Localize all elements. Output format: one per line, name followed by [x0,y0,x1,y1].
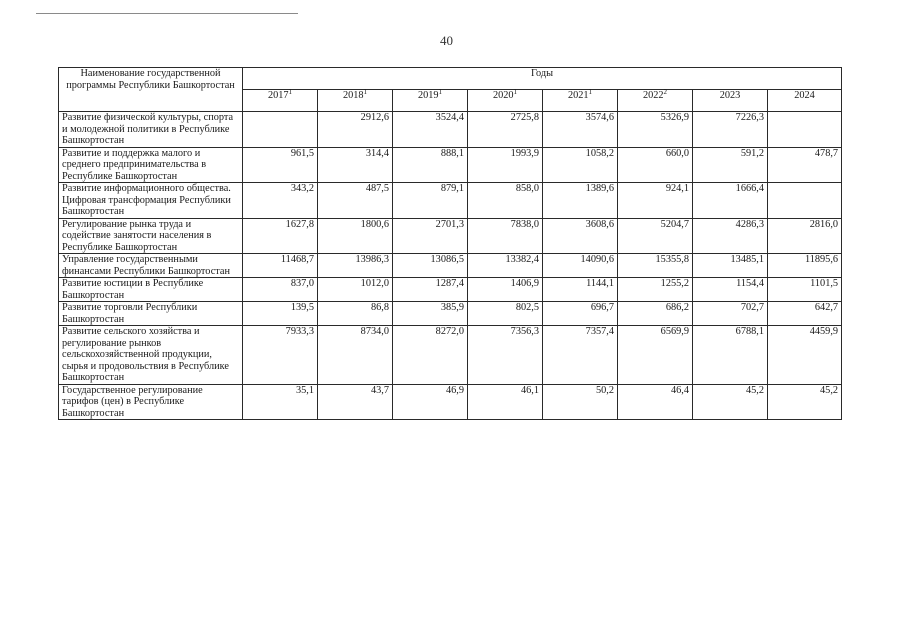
value-cell: 1993,9 [468,147,543,183]
value-cell: 7226,3 [693,112,768,148]
header-rule [36,13,298,14]
table-row [59,326,842,385]
value-cell: 487,5 [318,183,393,219]
program-name-cell: Развитие и поддержка малого и среднего предпринимательства в Республике Башкортостан [59,147,243,183]
table-body [59,112,842,420]
value-cell: 642,7 [768,302,842,326]
value-cell: 5204,7 [618,218,693,254]
year-header-6 [693,90,768,112]
value-cell: 15355,8 [618,254,693,278]
value-cell: 46,4 [618,384,693,420]
year-header-5 [618,90,693,112]
footnote-marker: 2 [663,88,668,96]
value-cell: 1154,4 [693,278,768,302]
year-label: 2024 [794,90,815,101]
value-cell: 86,8 [318,302,393,326]
value-cell: 1255,2 [618,278,693,302]
table-row [59,254,842,278]
table-header-row [59,68,842,90]
year-label: 2020 [492,90,514,101]
value-cell: 5326,9 [618,112,693,148]
value-cell: 686,2 [618,302,693,326]
value-cell: 11895,6 [768,254,842,278]
value-cell: 7933,3 [243,326,318,385]
value-cell: 45,2 [693,384,768,420]
value-cell: 478,7 [768,147,842,183]
value-cell: 2912,6 [318,112,393,148]
year-header-0 [243,90,318,112]
value-cell: 50,2 [543,384,618,420]
value-cell: 3524,4 [393,112,468,148]
value-cell [243,112,318,148]
program-name-cell: Развитие сельского хозяйства и регулирование рынков сельскохозяйственной продукции, сырья и продовольствия в Республике Башкортостан [59,326,243,385]
program-name-cell: Развитие юстиции в Республике Башкортостан [59,278,243,302]
value-cell: 924,1 [618,183,693,219]
footnote-marker: 1 [438,88,443,96]
program-name-cell: Развитие торговли Республики Башкортостан [59,302,243,326]
value-cell: 13485,1 [693,254,768,278]
value-cell: 11468,7 [243,254,318,278]
header-program-name: Наименование государственной программы Республики Башкортостан [59,68,243,112]
value-cell: 1406,9 [468,278,543,302]
program-name-cell: Государственное регулирование тарифов (цен) в Республике Башкортостан [59,384,243,420]
page-number: 40 [440,33,453,48]
value-cell: 1012,0 [318,278,393,302]
table-row [59,147,842,183]
value-cell: 1058,2 [543,147,618,183]
header-years: Годы [243,68,842,90]
value-cell: 660,0 [618,147,693,183]
year-header-7 [768,90,842,112]
value-cell: 879,1 [393,183,468,219]
footnote-marker: 1 [288,88,293,96]
value-cell: 4459,9 [768,326,842,385]
year-header-4 [543,90,618,112]
value-cell: 6788,1 [693,326,768,385]
value-cell: 1287,4 [393,278,468,302]
year-label: 2021 [567,90,589,101]
value-cell: 139,5 [243,302,318,326]
value-cell: 696,7 [543,302,618,326]
value-cell: 702,7 [693,302,768,326]
program-name-cell: Регулирование рынка труда и содействие занятости населения в Республике Башкортостан [59,218,243,254]
year-label: 2023 [719,90,741,101]
table-row [59,302,842,326]
value-cell: 6569,9 [618,326,693,385]
value-cell: 13986,3 [318,254,393,278]
value-cell: 4286,3 [693,218,768,254]
table-row [59,183,842,219]
value-cell [768,112,842,148]
value-cell: 2725,8 [468,112,543,148]
year-label: 2019 [417,90,439,101]
budget-table [58,67,842,420]
value-cell: 837,0 [243,278,318,302]
value-cell: 13382,4 [468,254,543,278]
value-cell: 591,2 [693,147,768,183]
value-cell: 314,4 [318,147,393,183]
value-cell: 1101,5 [768,278,842,302]
value-cell [768,183,842,219]
value-cell: 961,5 [243,147,318,183]
value-cell: 3574,6 [543,112,618,148]
value-cell: 802,5 [468,302,543,326]
table-row [59,278,842,302]
value-cell: 1666,4 [693,183,768,219]
value-cell: 858,0 [468,183,543,219]
value-cell: 13086,5 [393,254,468,278]
value-cell: 7838,0 [468,218,543,254]
table-row [59,112,842,148]
program-name-cell: Развитие информационного общества. Цифровая трансформация Республики Башкортостан [59,183,243,219]
year-label: 2022 [642,90,664,101]
table-row [59,384,842,420]
value-cell: 46,1 [468,384,543,420]
value-cell: 1389,6 [543,183,618,219]
value-cell: 45,2 [768,384,842,420]
value-cell: 2701,3 [393,218,468,254]
value-cell: 8272,0 [393,326,468,385]
table-row [59,218,842,254]
value-cell: 385,9 [393,302,468,326]
program-name-cell: Управление государственными финансами Республики Башкортостан [59,254,243,278]
program-name-cell: Развитие физической культуры, спорта и молодежной политики в Республике Башкортостан [59,112,243,148]
year-header-3 [468,90,543,112]
year-header-1 [318,90,393,112]
value-cell: 14090,6 [543,254,618,278]
footnote-marker: 1 [588,88,593,96]
value-cell: 46,9 [393,384,468,420]
value-cell: 7357,4 [543,326,618,385]
value-cell: 1144,1 [543,278,618,302]
value-cell: 1627,8 [243,218,318,254]
value-cell: 35,1 [243,384,318,420]
value-cell: 343,2 [243,183,318,219]
year-label: 2018 [342,90,364,101]
value-cell: 1800,6 [318,218,393,254]
value-cell: 8734,0 [318,326,393,385]
footnote-marker: 1 [363,88,368,96]
footnote-marker: 1 [513,88,518,96]
value-cell: 2816,0 [768,218,842,254]
value-cell: 888,1 [393,147,468,183]
value-cell: 43,7 [318,384,393,420]
value-cell: 3608,6 [543,218,618,254]
year-label: 2017 [267,90,289,101]
year-header-2 [393,90,468,112]
value-cell: 7356,3 [468,326,543,385]
